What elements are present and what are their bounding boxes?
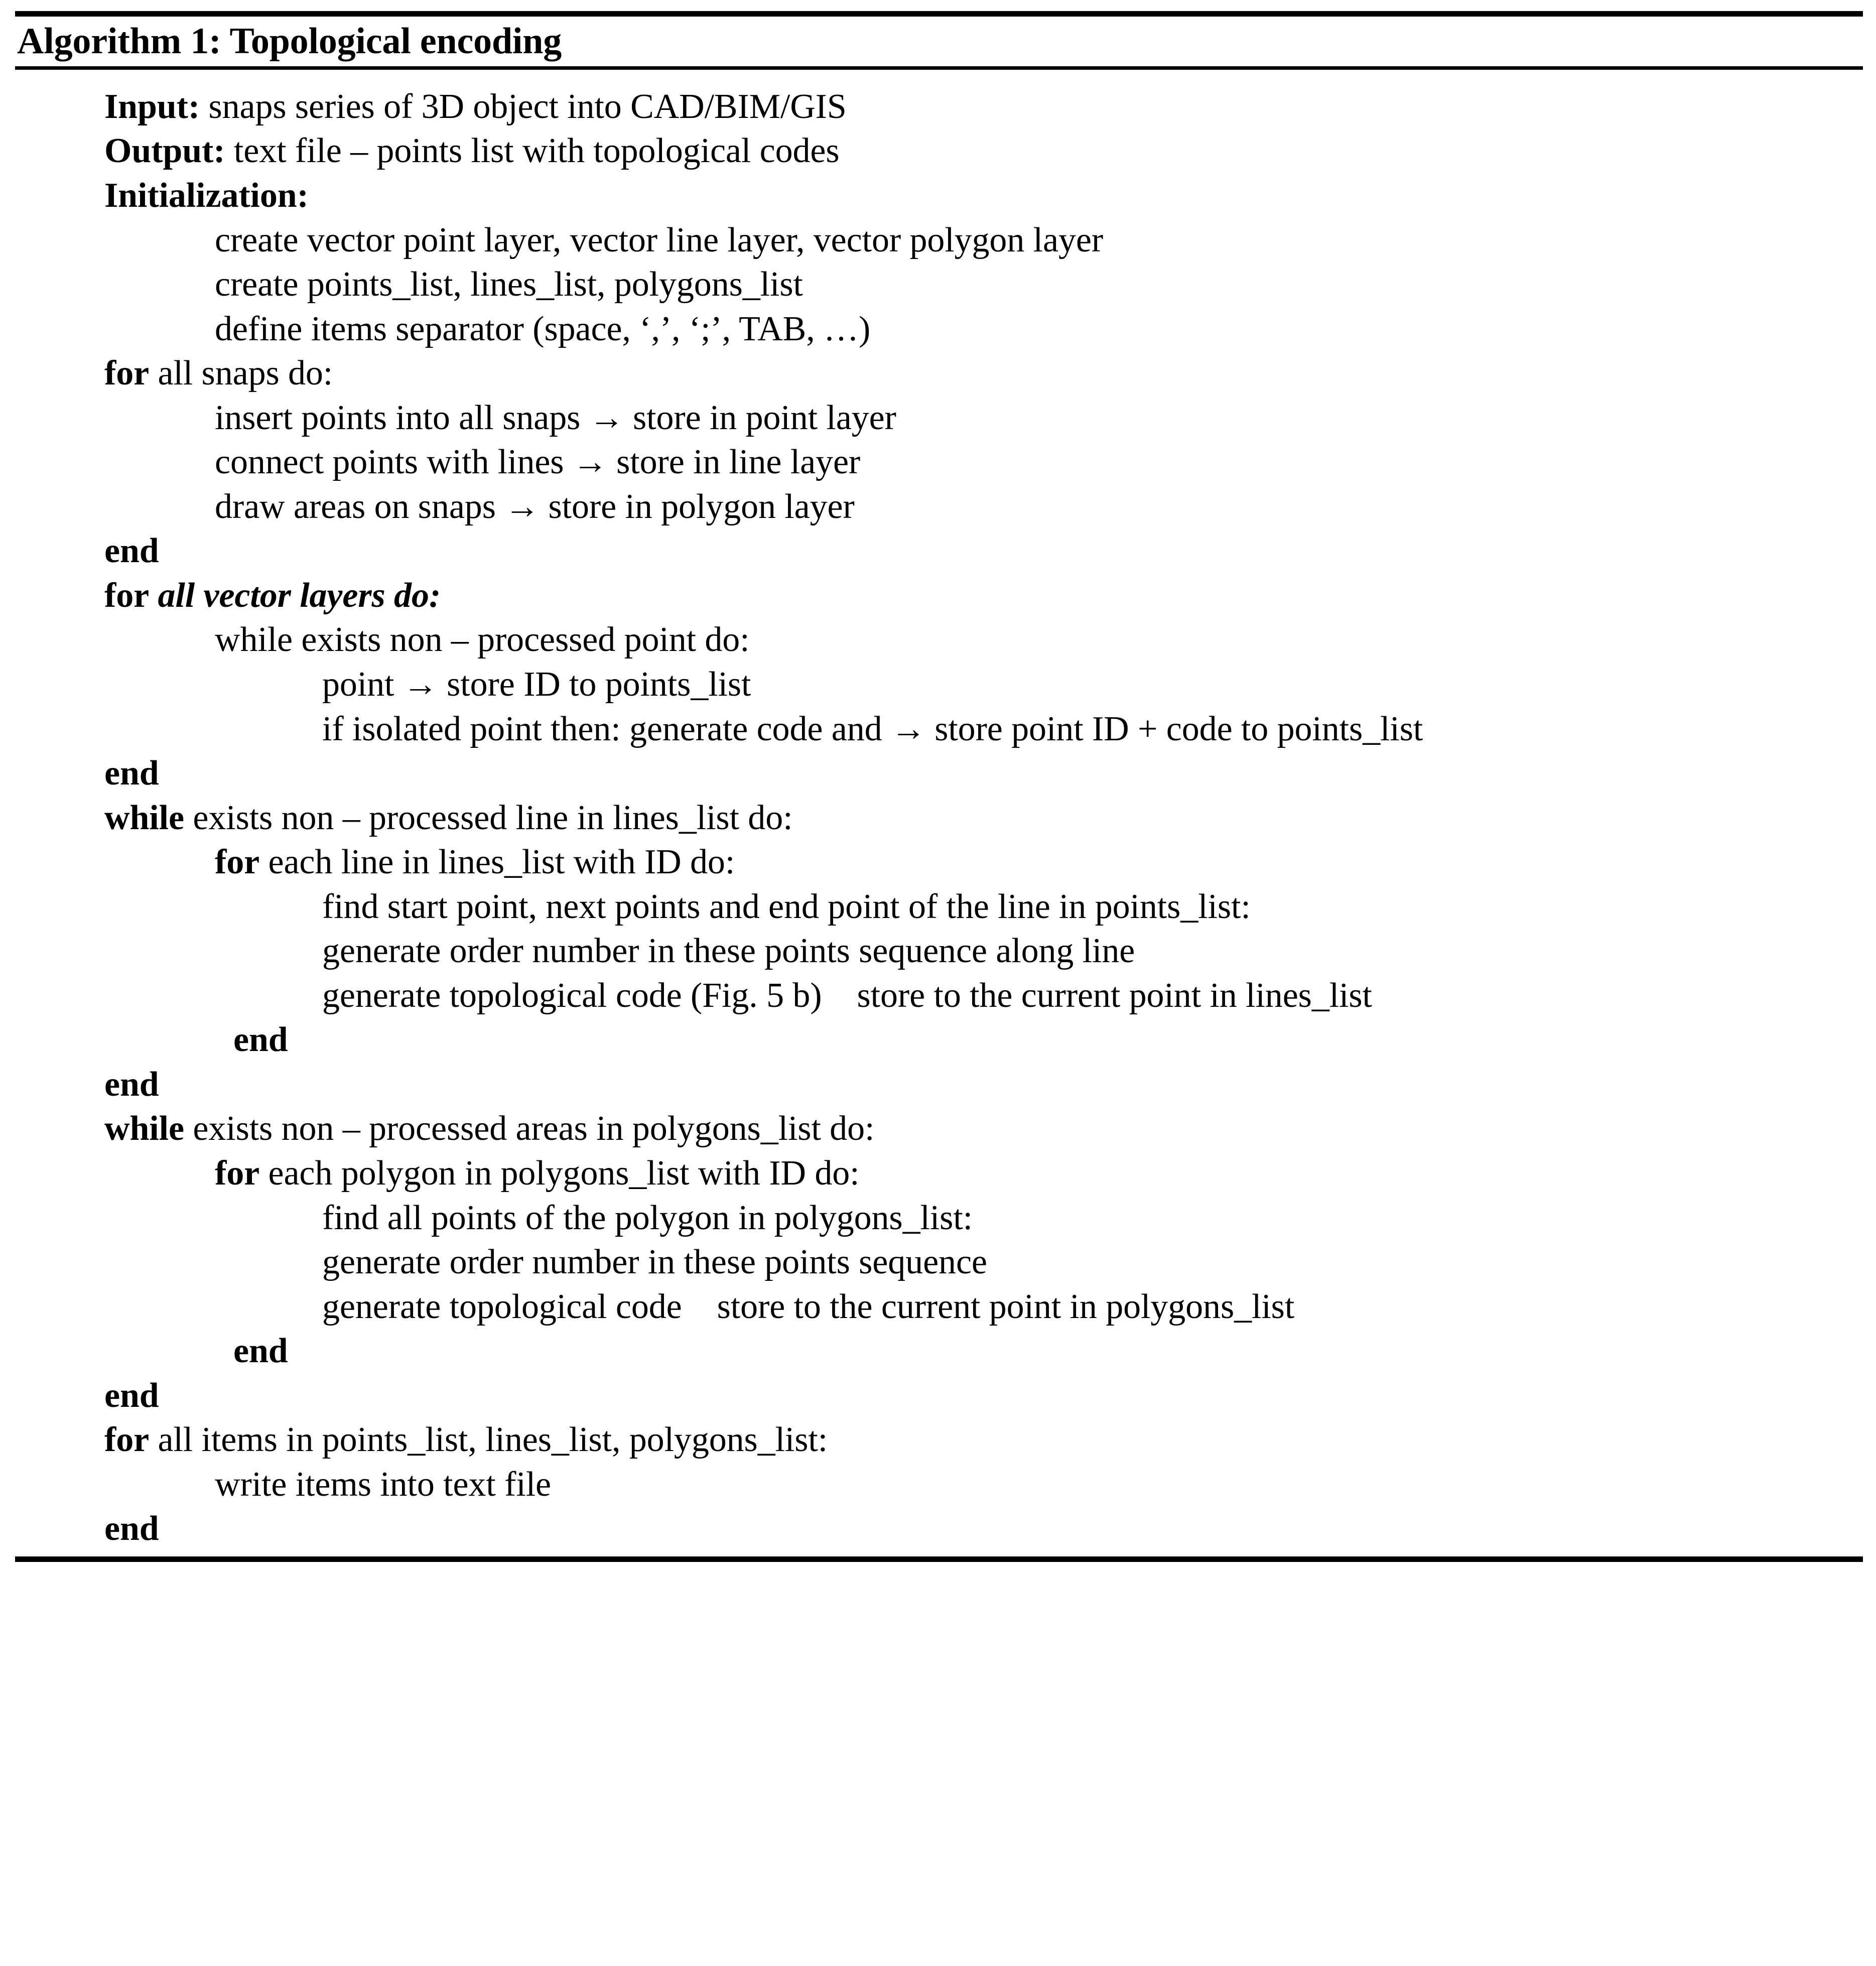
algorithm-text: create points_list, lines_list, polygons_list [215, 265, 803, 304]
algorithm-line-for-all-vector-layers [15, 574, 1863, 618]
algorithm-text: each polygon in polygons_list with ID do: [259, 1154, 860, 1193]
algorithm-keyword: end [104, 532, 159, 571]
algorithm-block [0, 11, 1876, 1966]
algorithm-text: generate order number in these points sequence [322, 1243, 987, 1282]
algorithm-line-find-start-point [15, 885, 1863, 930]
algorithm-text: define items separator (space, ‘,’, ‘;’, TAB, …) [215, 309, 871, 348]
algorithm-text: find start point, next points and end point of the line in points_list: [322, 887, 1251, 926]
algorithm-line-write-items [15, 1463, 1863, 1507]
algorithm-line-output [15, 129, 1863, 174]
algorithm-text: insert points into all snaps → store in point layer [215, 398, 896, 437]
algorithm-text: exists non – processed line in lines_list do: [184, 798, 793, 837]
algorithm-text: write items into text file [215, 1465, 552, 1504]
algorithm-title-rule [15, 66, 1863, 70]
algorithm-line-end-4 [15, 1063, 1863, 1107]
algorithm-text: all items in points_list, lines_list, polygons_list: [149, 1420, 828, 1460]
algorithm-line-generate-topological-code-polygon [15, 1285, 1863, 1330]
algorithm-line-point-store-id [15, 663, 1863, 707]
algorithm-line-create-lists [15, 263, 1863, 307]
algorithm-text: text file – points list with topological codes [225, 132, 840, 171]
algorithm-line-while-non-processed-line [15, 796, 1863, 841]
algorithm-line-end-6 [15, 1374, 1863, 1418]
algorithm-top-rule [15, 11, 1863, 17]
algorithm-line-end-7 [15, 1507, 1863, 1551]
algorithm-title: Algorithm 1: Topological encoding [17, 21, 562, 62]
algorithm-line-for-all-items [15, 1418, 1863, 1463]
algorithm-line-find-all-points-polygon [15, 1196, 1863, 1241]
algorithm-text: each line in lines_list with ID do: [259, 843, 735, 882]
algorithm-line-generate-order-number-line [15, 929, 1863, 974]
algorithm-line-insert-points [15, 396, 1863, 441]
algorithm-text-secondary: store to the current point in polygons_list [717, 1287, 1295, 1326]
algorithm-text: if isolated point then: generate code and → store point ID + code to points_list [322, 709, 1423, 748]
algorithm-line-end-5 [15, 1329, 1863, 1374]
algorithm-text-secondary: store to the current point in lines_list [857, 976, 1372, 1015]
algorithm-text: while exists non – processed point do: [215, 620, 750, 660]
algorithm-keyword: for [104, 1420, 150, 1460]
algorithm-text: generate topological code [322, 1287, 682, 1326]
algorithm-text: exists non – processed areas in polygons_list do: [184, 1109, 875, 1148]
algorithm-keyword: Initialization: [104, 176, 309, 215]
algorithm-line-end-1 [15, 529, 1863, 574]
algorithm-text: generate topological code (Fig. 5 b) [322, 976, 822, 1015]
algorithm-line-create-layers [15, 218, 1863, 263]
algorithm-line-if-isolated-point [15, 707, 1863, 752]
algorithm-keyword: end [104, 1376, 159, 1415]
algorithm-keyword: for [215, 843, 260, 882]
algorithm-keyword: Output: [104, 132, 225, 171]
algorithm-keyword: end [104, 1065, 159, 1104]
algorithm-line-end-2 [15, 751, 1863, 796]
algorithm-line-connect-points [15, 440, 1863, 485]
algorithm-line-input [15, 85, 1863, 129]
algorithm-text: create vector point layer, vector line layer, vector polygon layer [215, 220, 1104, 259]
algorithm-line-generate-topological-code-line [15, 974, 1863, 1018]
algorithm-keyword: end [233, 1332, 288, 1371]
algorithm-body [15, 70, 1863, 1551]
algorithm-line-while-non-processed-areas [15, 1107, 1863, 1151]
algorithm-text: snaps series of 3D object into CAD/BIM/GIS [200, 87, 847, 126]
algorithm-line-initialization [15, 174, 1863, 218]
algorithm-line-for-each-line [15, 840, 1863, 885]
algorithm-line-generate-order-number-polygon [15, 1240, 1863, 1285]
algorithm-keyword: while [104, 798, 184, 837]
algorithm-keyword: while [104, 1109, 184, 1148]
algorithm-text: all snaps do: [149, 354, 333, 393]
algorithm-text: draw areas on snaps → store in polygon layer [215, 487, 855, 526]
algorithm-line-draw-areas [15, 485, 1863, 530]
algorithm-line-for-each-polygon [15, 1151, 1863, 1196]
algorithm-text: point → store ID to points_list [322, 665, 751, 704]
algorithm-keyword: for [215, 1154, 260, 1193]
algorithm-line-while-non-processed-point [15, 618, 1863, 663]
algorithm-text: find all points of the polygon in polygons_list: [322, 1198, 973, 1237]
algorithm-keyword-italic: all vector layers do: [149, 576, 441, 615]
algorithm-line-define-separator [15, 307, 1863, 352]
algorithm-keyword: Input: [104, 87, 200, 126]
algorithm-bottom-rule [15, 1556, 1863, 1562]
algorithm-keyword: for [104, 576, 150, 615]
algorithm-keyword: end [104, 754, 159, 793]
algorithm-line-for-all-snaps [15, 351, 1863, 396]
algorithm-keyword: end [233, 1020, 288, 1060]
algorithm-text: generate order number in these points sequence along line [322, 932, 1135, 971]
algorithm-keyword: end [104, 1509, 159, 1548]
algorithm-keyword: for [104, 354, 150, 393]
algorithm-text: connect points with lines → store in line layer [215, 443, 861, 482]
algorithm-line-end-3 [15, 1018, 1863, 1063]
